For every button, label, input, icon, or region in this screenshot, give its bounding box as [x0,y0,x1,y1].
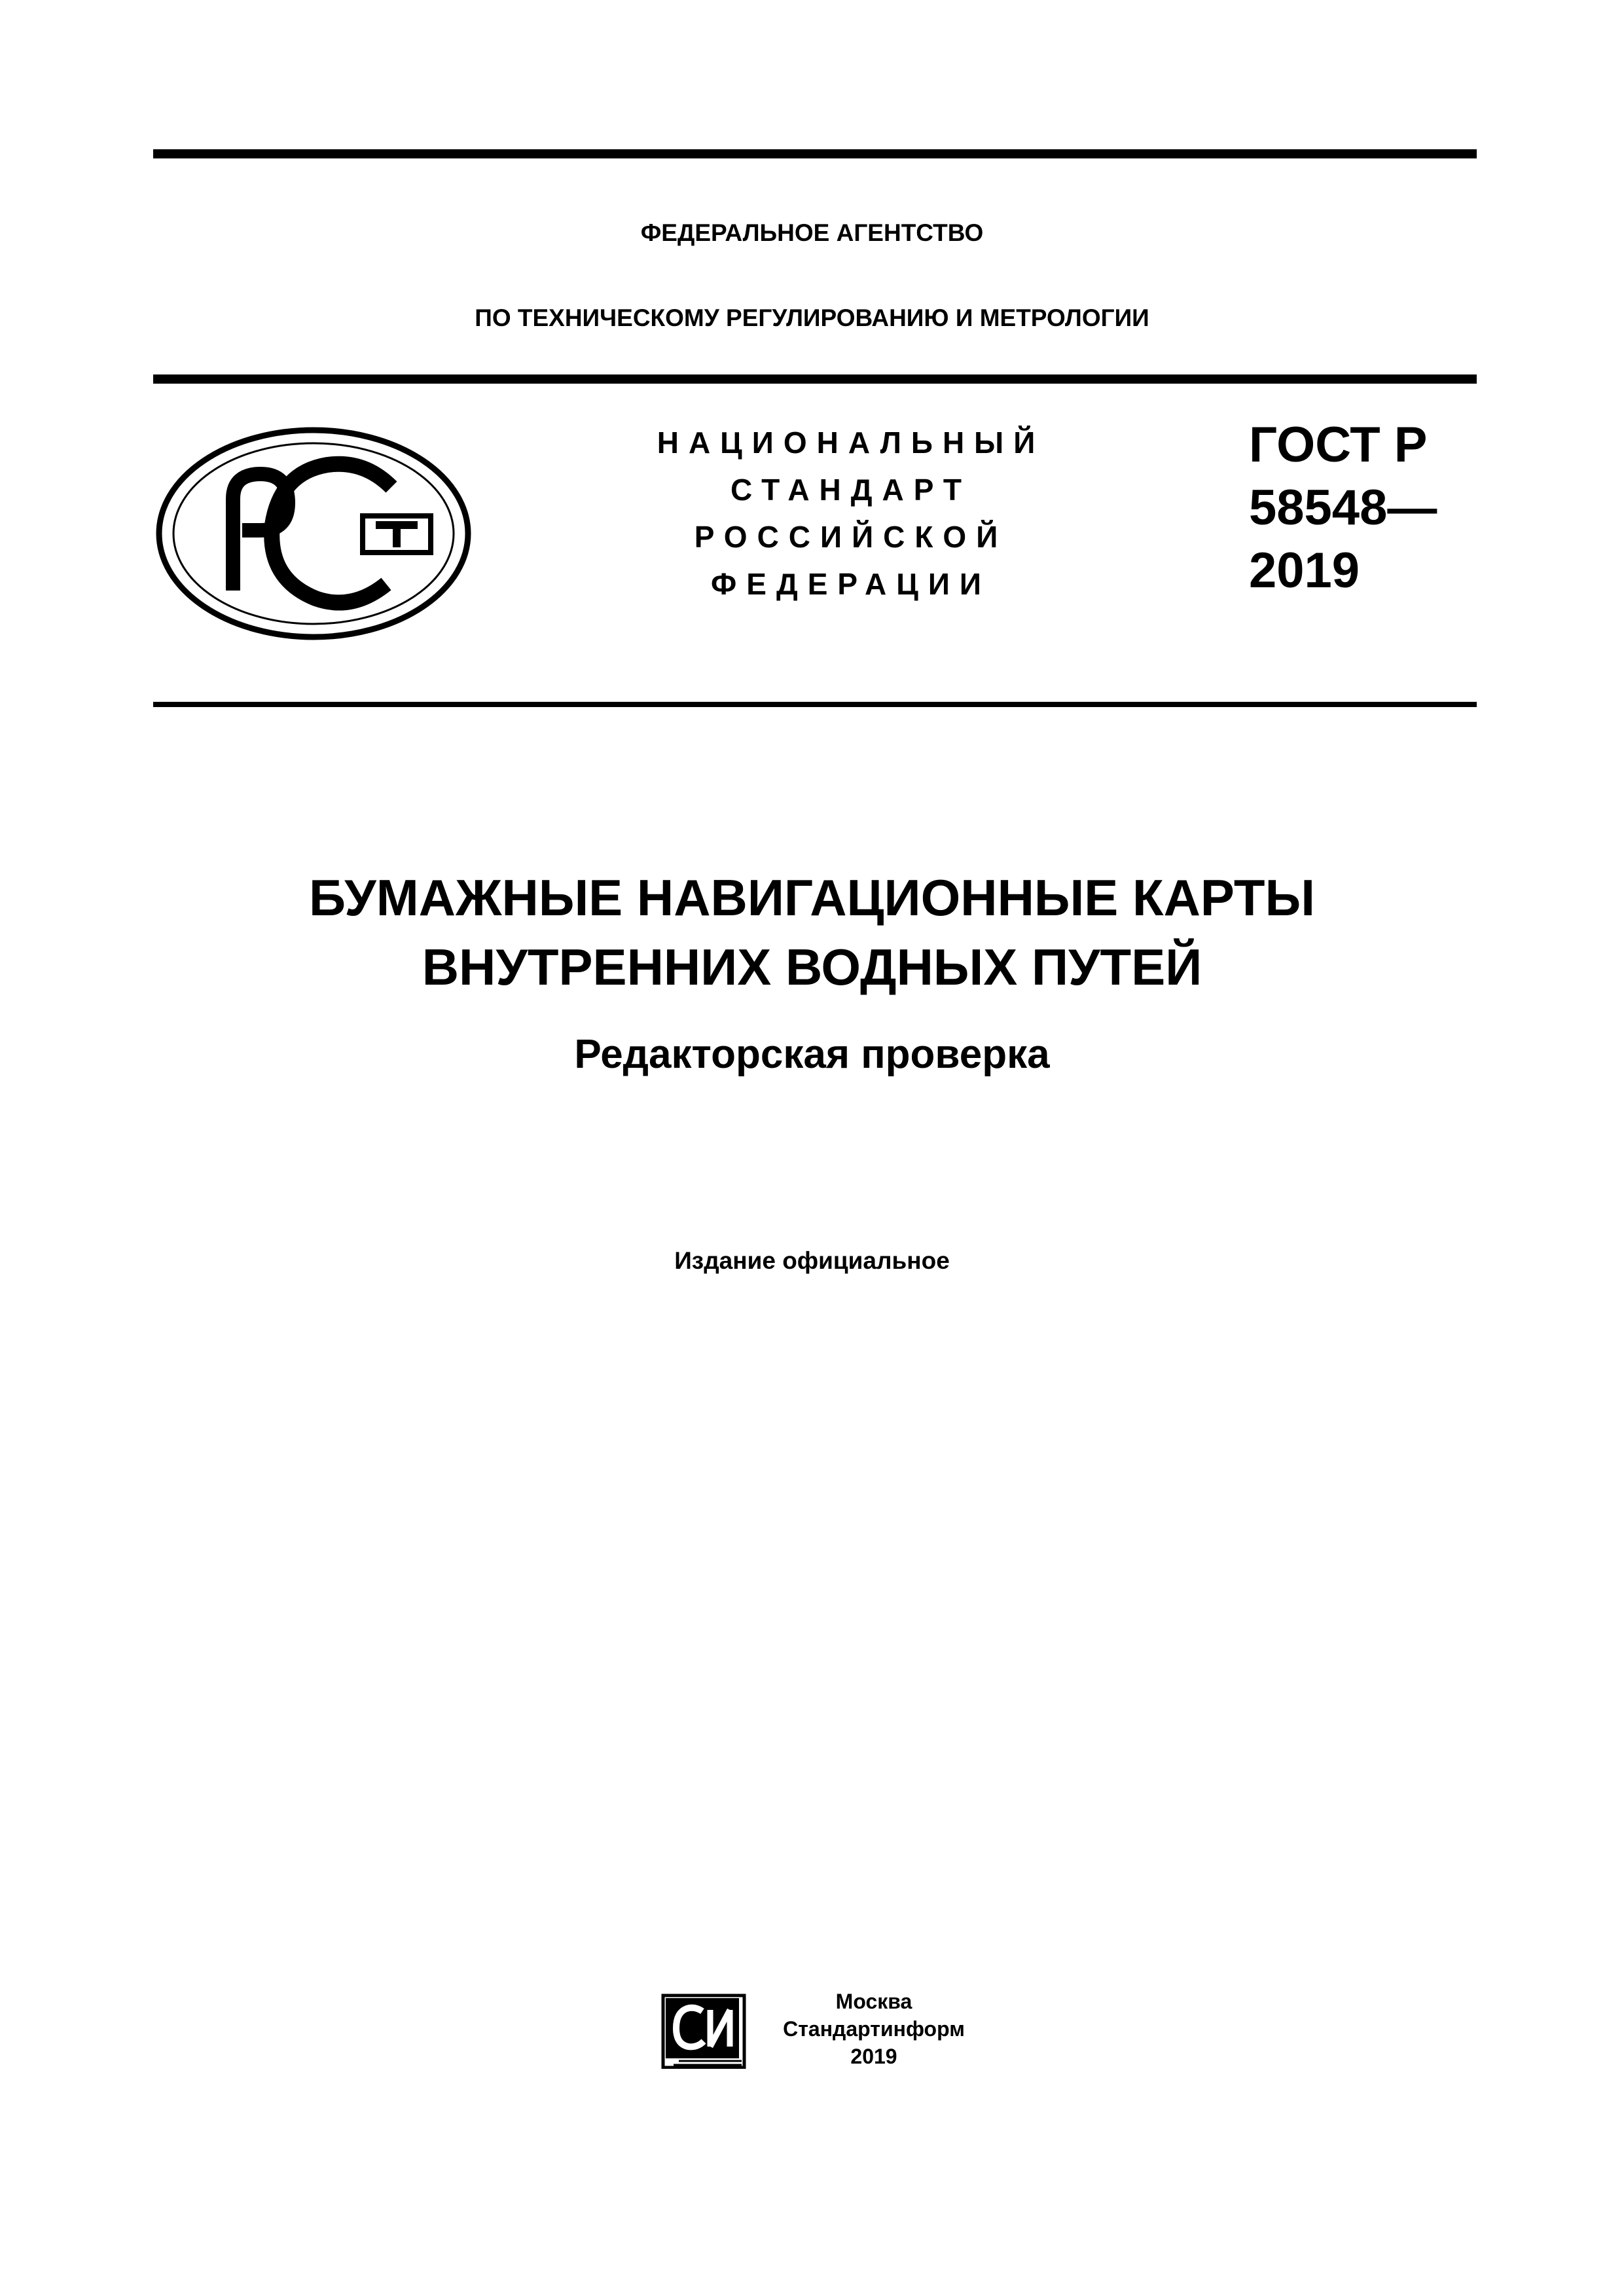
standard-type-block [628,419,1074,608]
publisher-block [766,1988,982,2070]
standard-designation [1249,414,1437,602]
edition-label: Издание официальное [674,1247,950,1274]
publisher-year: 2019 [850,2045,897,2068]
document-subtitle: Редакторская проверка [574,1032,1050,1077]
designation-line: 2019 [1249,543,1360,598]
rst-certification-mark-icon [156,427,471,640]
publisher-name: Стандартинформ [783,2017,965,2041]
middle-rule [153,374,1477,384]
top-rule [153,149,1477,158]
document-title [0,863,1624,1002]
standard-type-line: НАЦИОНАЛЬНЫЙ [657,426,1045,460]
standard-type-line: ФЕДЕРАЦИИ [711,567,991,601]
standard-type-line: РОССИЙСКОЙ [694,520,1008,554]
standard-type-line: СТАНДАРТ [731,473,971,507]
designation-line: ГОСТ Р [1249,417,1428,473]
publisher-city: Москва [835,1990,912,2013]
title-line-1: БУМАЖНЫЕ НАВИГАЦИОННЫЕ КАРТЫ [309,869,1315,926]
title-line-2: ВНУТРЕННИХ ВОДНЫХ ПУТЕЙ [422,938,1202,996]
agency-line-1: ФЕДЕРАЛЬНОЕ АГЕНТСТВО [640,219,984,246]
designation-line: 58548— [1249,480,1437,536]
agency-line-2: ПО ТЕХНИЧЕСКОМУ РЕГУЛИРОВАНИЮ И МЕТРОЛОГИИ [475,304,1149,331]
standartinform-logo-icon [657,1992,748,2069]
bottom-rule [153,702,1477,707]
